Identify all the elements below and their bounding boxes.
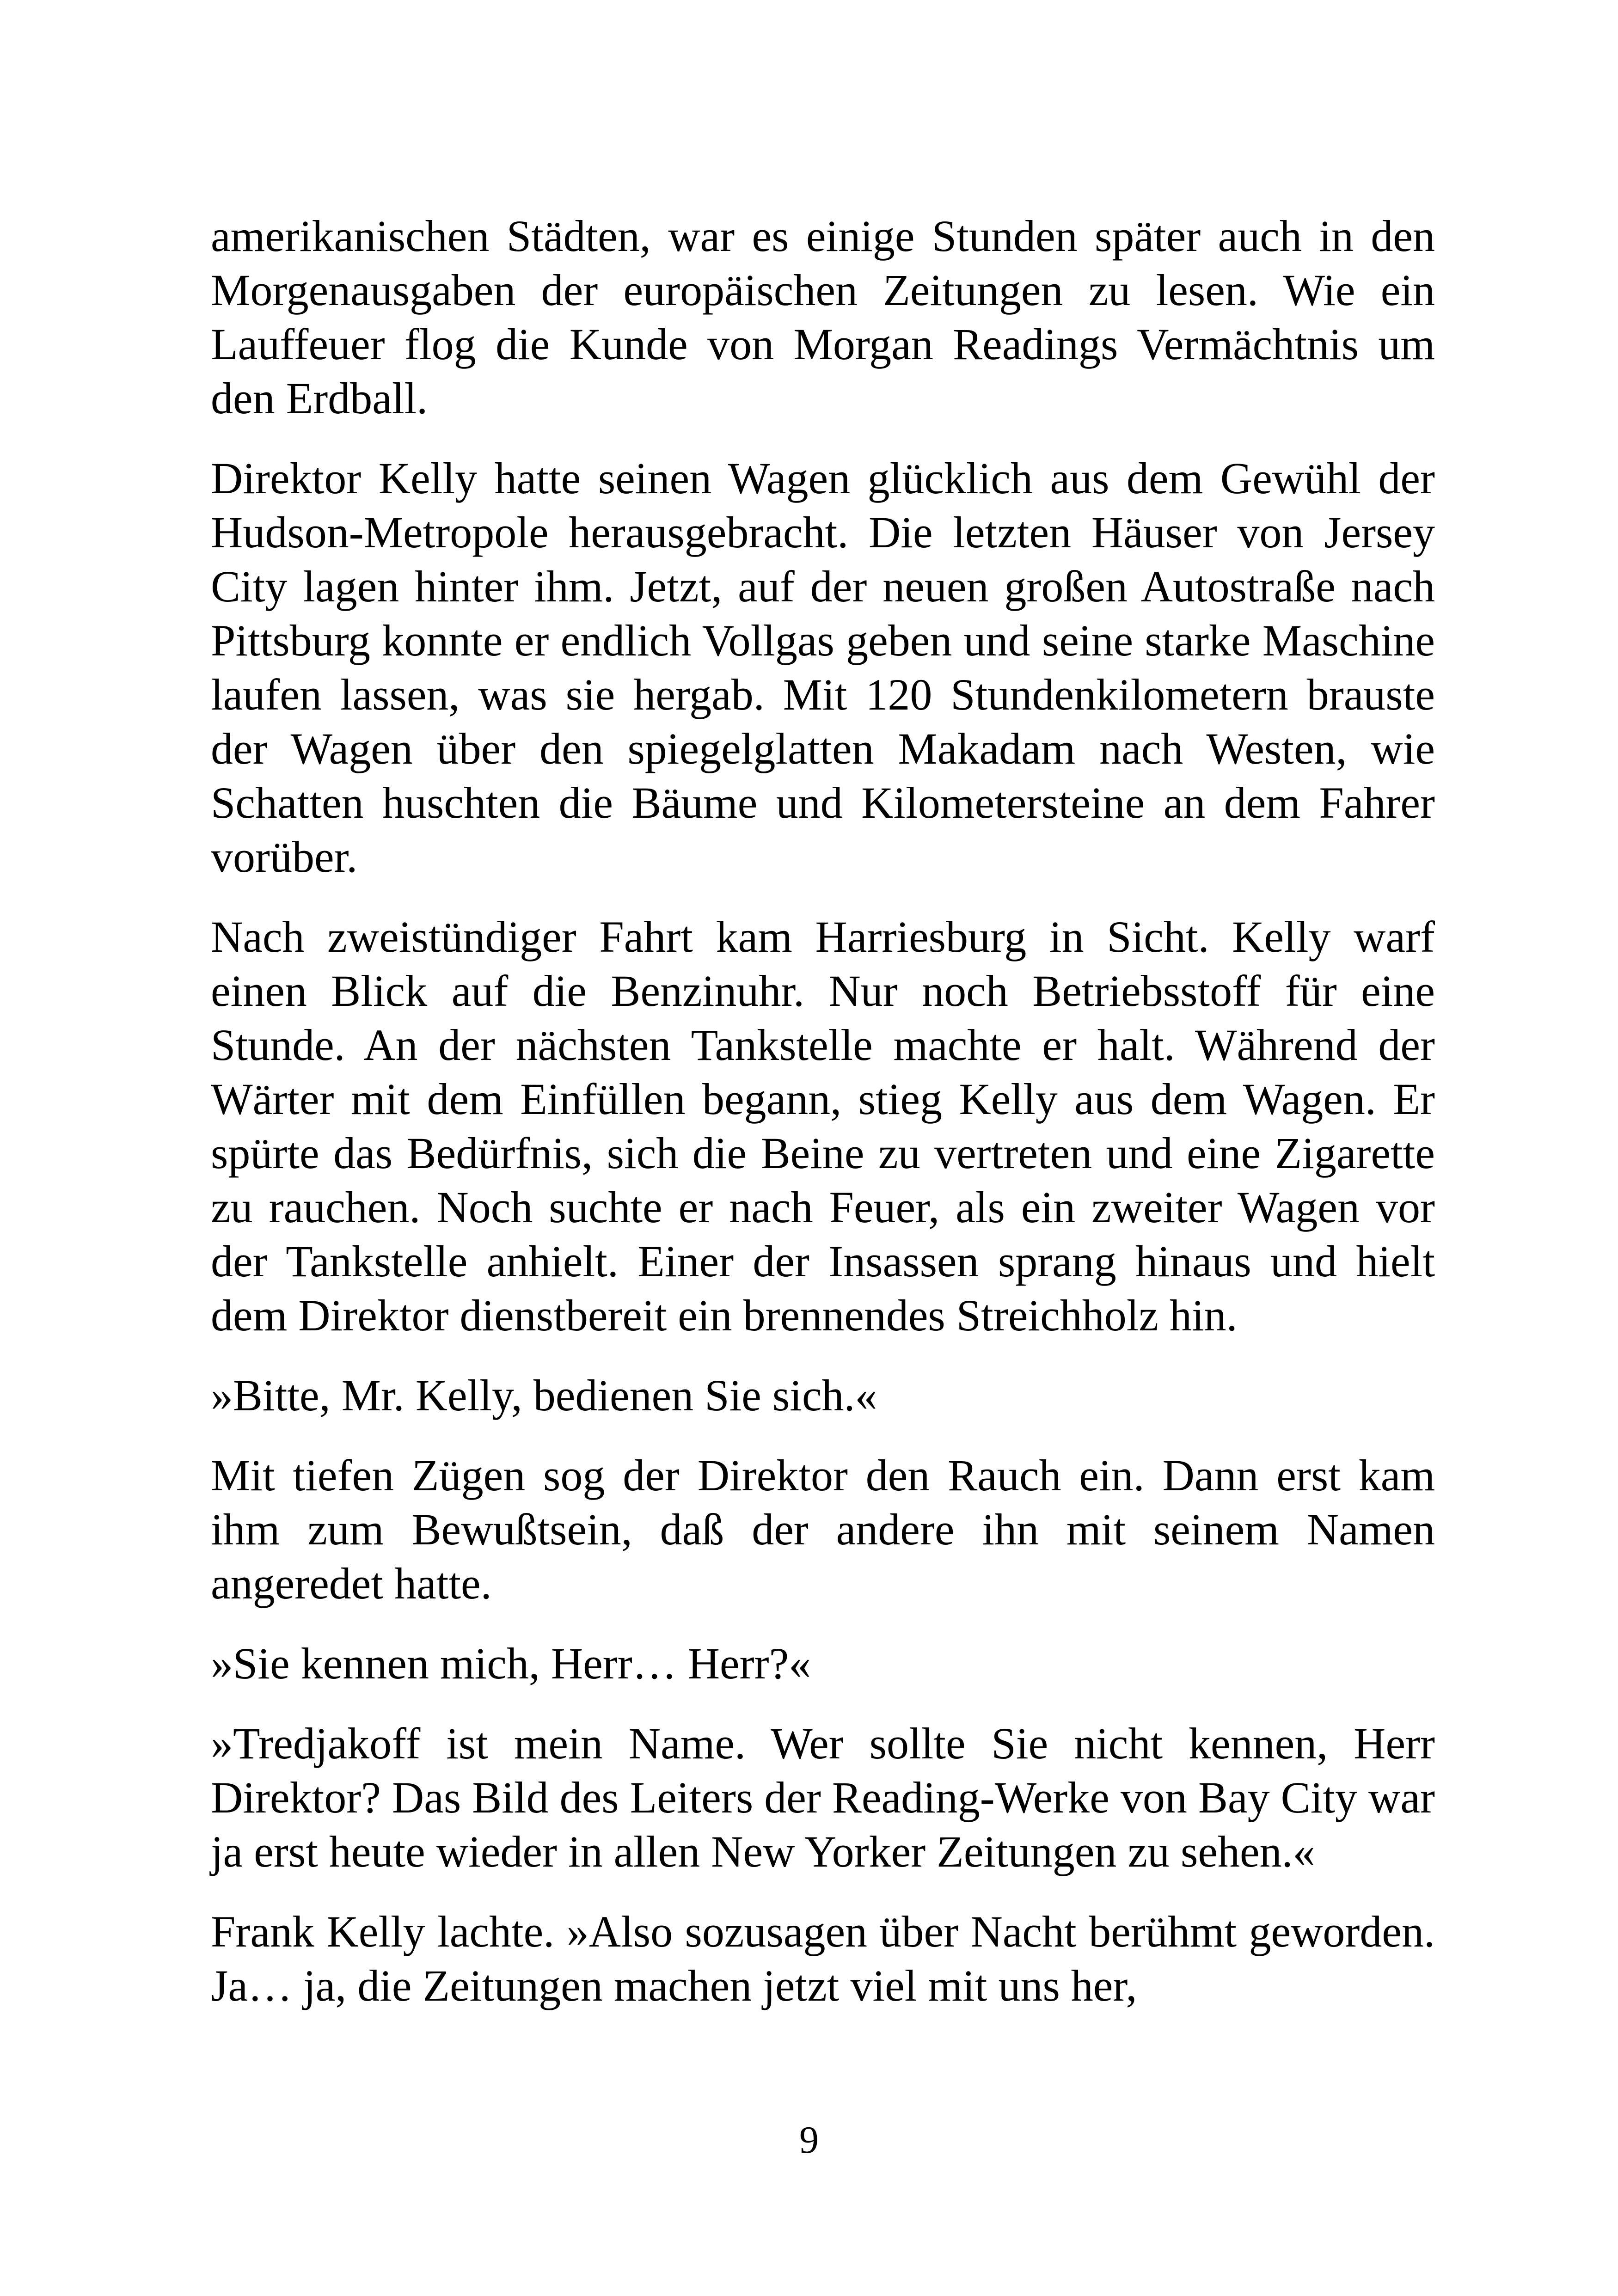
paragraph-6: »Sie kennen mich, Herr… Herr?«: [211, 1639, 811, 1688]
paragraph-1: amerikanischen Städten, war es einige Stunden später auch in den Morgenausgaben der europäischen Zeitungen zu lesen. Wie ein Lauffeuer flog die Kunde von Morgan Readings Vermächtnis um den Erdball.: [211, 211, 1435, 423]
body-text: [211, 209, 1435, 2039]
page-number: 9: [799, 2118, 819, 2161]
paragraph-3: Nach zweistündiger Fahrt kam Harriesburg in Sicht. Kelly warf einen Blick auf die Benzinuhr. Nur noch Betriebsstoff für eine Stunde. An der nächsten Tankstelle machte er halt. Während der Wärter mit dem Einfüllen begann, stieg Kelly aus dem Wagen. Er spürte das Bedürfnis, sich die Beine zu vertreten und eine Zigarette zu rauchen. Noch suchte er nach Feuer, als ein zweiter Wagen vor der Tankstelle anhielt. Einer der Insassen sprang hinaus und hielt dem Direktor dienstbereit ein brennendes Streichholz hin.: [211, 912, 1435, 1340]
paragraph-4: »Bitte, Mr. Kelly, bedienen Sie sich.«: [211, 1371, 877, 1420]
paragraph-2: Direktor Kelly hatte seinen Wagen glücklich aus dem Gewühl der Hudson-Metropole herausgebracht. Die letzten Häuser von Jersey City lagen hinter ihm. Jetzt, auf der neuen großen Autostraße nach Pittsburg konnte er endlich Vollgas geben und seine starke Maschine laufen lassen, was sie hergab. Mit 120 Stundenkilometern brauste der Wagen über den spiegelglatten Makadam nach Westen, wie Schatten huschten die Bäume und Kilometersteine an dem Fahrer vorüber.: [211, 453, 1435, 882]
paragraph-8: Frank Kelly lachte. »Also sozusagen über Nacht berühmt geworden. Ja… ja, die Zeitungen machen jetzt viel mit uns her,: [211, 1907, 1435, 2010]
paragraph-7: »Tredjakoff ist mein Name. Wer sollte Sie nicht kennen, Herr Direktor? Das Bild des Leiters der Reading-Werke von Bay City war ja erst heute wieder in allen New Yorker Zeitungen zu sehen.«: [211, 1719, 1435, 1876]
paragraph-5: Mit tiefen Zügen sog der Direktor den Rauch ein. Dann erst kam ihm zum Bewußtsein, daß der andere ihn mit seinem Namen angeredet hatte.: [211, 1451, 1435, 1608]
